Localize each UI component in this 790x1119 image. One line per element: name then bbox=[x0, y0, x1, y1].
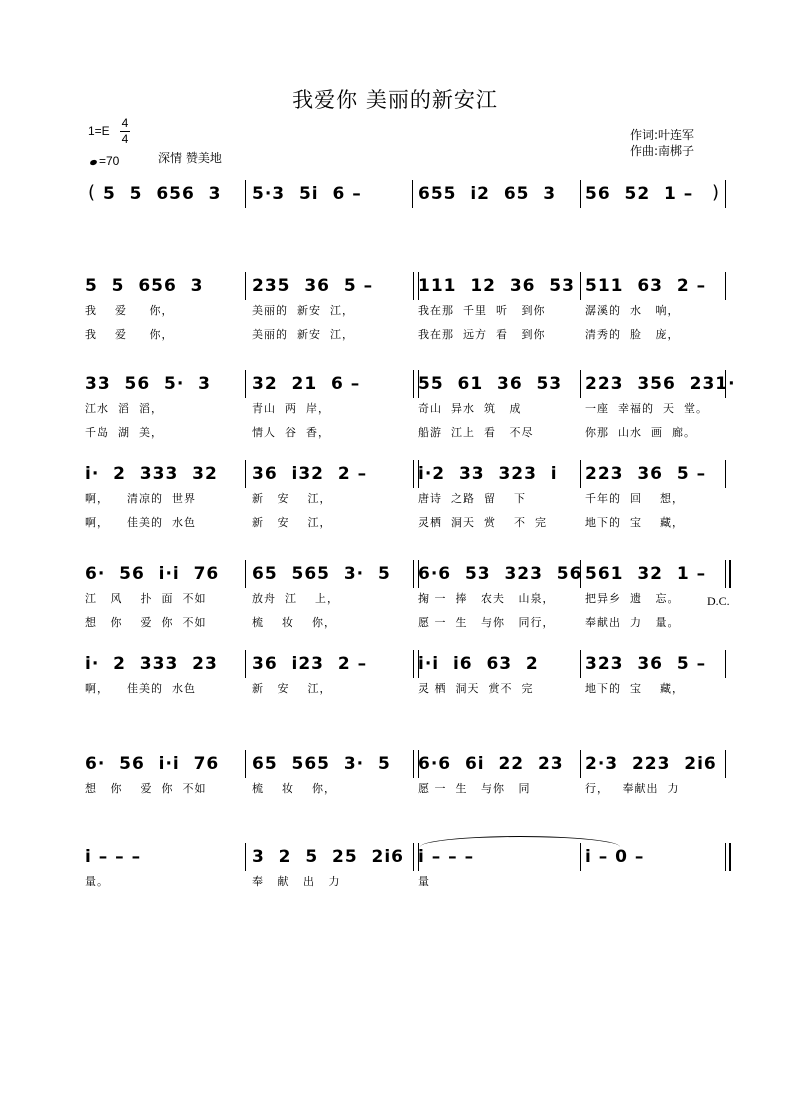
measure: 511 63 2 – bbox=[585, 276, 707, 296]
notation-line bbox=[0, 560, 790, 586]
final-barline bbox=[725, 560, 731, 588]
song-title: 我爱你 美丽的新安江 bbox=[292, 88, 498, 112]
lyric-segment: 我在那 远方 看 到你 bbox=[418, 328, 546, 341]
lyric-segment: 情人 谷 香， bbox=[252, 426, 330, 439]
score-row bbox=[0, 650, 790, 710]
measure: 36 i32 2 – bbox=[252, 464, 368, 484]
measure: 6·6 6i 22 23 bbox=[418, 754, 564, 774]
time-numerator: 4 bbox=[121, 116, 129, 130]
time-denominator: 4 bbox=[121, 132, 129, 146]
lyricist-credit: 作词:叶连军 bbox=[630, 128, 695, 142]
measure: i – – – bbox=[418, 847, 475, 867]
open-paren: ( bbox=[88, 182, 96, 203]
barline bbox=[413, 460, 419, 488]
lyric-segment: 新 安 江， bbox=[252, 682, 332, 695]
score-row bbox=[0, 180, 790, 240]
barline bbox=[413, 560, 419, 588]
notation-line bbox=[0, 180, 790, 206]
quarter-note-icon bbox=[89, 159, 97, 166]
measure: i·2 33 323 i bbox=[418, 464, 558, 484]
lyric-segment: 地下的 宝 藏， bbox=[585, 516, 684, 529]
measure: 2·3 223 2i6 bbox=[585, 754, 717, 774]
measure: 5 5 656 3 bbox=[85, 276, 204, 296]
barline bbox=[580, 843, 581, 871]
tie-arc bbox=[420, 836, 620, 847]
lyric-segment: 清秀的 脸 庞， bbox=[585, 328, 680, 341]
final-barline bbox=[725, 460, 726, 488]
barline bbox=[412, 180, 413, 208]
measure: i – 0 – bbox=[585, 847, 645, 867]
measure: 6· 56 i·i 76 bbox=[85, 754, 220, 774]
barline bbox=[580, 370, 581, 398]
barline bbox=[580, 180, 581, 208]
expression-marking: 深情 赞美地 bbox=[158, 151, 222, 165]
lyric-segment: 船游 江上 看 不尽 bbox=[418, 426, 534, 439]
lyric-segment: 千岛 湖 美， bbox=[85, 426, 163, 439]
measure: i·i i6 63 2 bbox=[418, 654, 539, 674]
measure: 65 565 3· 5 bbox=[252, 754, 391, 774]
lyric-segment: 行， 奉献出 力 bbox=[585, 782, 680, 795]
lyric-segment: 新 安 江， bbox=[252, 492, 332, 505]
time-signature bbox=[120, 116, 130, 147]
lyric-segment: 我在那 千里 听 到你 bbox=[418, 304, 546, 317]
lyric-segment: 掬 一 捧 农夫 山泉， bbox=[418, 592, 555, 605]
da-capo-marking: D.C. bbox=[707, 594, 730, 608]
score-row bbox=[0, 460, 790, 529]
measure: 223 356 231· bbox=[585, 374, 736, 394]
notation-line bbox=[0, 843, 790, 869]
lyric-segment: 灵栖 洞天 赏 不 完 bbox=[418, 516, 547, 529]
measure: 36 i23 2 – bbox=[252, 654, 368, 674]
measure: 6· 56 i·i 76 bbox=[85, 564, 220, 584]
credits bbox=[630, 127, 694, 159]
barline bbox=[580, 460, 581, 488]
lyric-segment: 啊， 清凉的 世界 bbox=[85, 492, 196, 505]
final-barline bbox=[725, 370, 726, 398]
barline bbox=[245, 650, 246, 678]
measure: i – – – bbox=[85, 847, 142, 867]
measure: 561 32 1 – bbox=[585, 564, 707, 584]
measure: 655 i2 65 3 bbox=[418, 184, 557, 204]
notation-line bbox=[0, 370, 790, 396]
score-row bbox=[0, 272, 790, 341]
tempo-marking bbox=[90, 154, 119, 168]
measure: 323 36 5 – bbox=[585, 654, 707, 674]
lyric-segment: 梳 妆 你， bbox=[252, 782, 336, 795]
score-row bbox=[0, 843, 790, 903]
lyric-segment: 唐诗 之路 留 下 bbox=[418, 492, 526, 505]
lyric-segment: 青山 两 岸， bbox=[252, 402, 330, 415]
final-barline bbox=[725, 650, 726, 678]
barline bbox=[245, 750, 246, 778]
barline bbox=[413, 650, 419, 678]
lyric-segment: 一座 幸福的 天 堂。 bbox=[585, 402, 708, 415]
lyric-segment: 奇山 异水 筑 成 bbox=[418, 402, 522, 415]
barline bbox=[580, 650, 581, 678]
measure: 65 565 3· 5 bbox=[252, 564, 391, 584]
lyric-segment: 千年的 回 想， bbox=[585, 492, 684, 505]
composer-credit: 作曲:南梆子 bbox=[630, 144, 695, 158]
notation-line bbox=[0, 750, 790, 776]
close-paren: ) bbox=[712, 182, 720, 203]
measure: 5 5 656 3 bbox=[103, 184, 222, 204]
score-row bbox=[0, 560, 790, 629]
barline bbox=[245, 272, 246, 300]
barline bbox=[245, 370, 246, 398]
final-barline bbox=[725, 272, 726, 300]
lyric-segment: 放舟 江 上， bbox=[252, 592, 339, 605]
lyric-segment: 愿 一 生 与你 同行， bbox=[418, 616, 555, 629]
final-barline bbox=[725, 750, 726, 778]
notation-line bbox=[0, 460, 790, 486]
score-row bbox=[0, 370, 790, 439]
notation-line bbox=[0, 650, 790, 676]
lyric-segment: 江 风 扑 面 不如 bbox=[85, 592, 207, 605]
lyric-segment: 奉献出 力 量。 bbox=[585, 616, 680, 629]
lyric-segment: 美丽的 新安 江， bbox=[252, 304, 354, 317]
measure: i· 2 333 23 bbox=[85, 654, 218, 674]
lyric-segment: 我 爱 你， bbox=[85, 304, 174, 317]
measure: 33 56 5· 3 bbox=[85, 374, 211, 394]
measure: 32 21 6 – bbox=[252, 374, 361, 394]
measure: 3 2 5 25 2i6 bbox=[252, 847, 404, 867]
lyric-segment: 奉 献 出 力 bbox=[252, 875, 341, 888]
lyric-segment: 梳 妆 你， bbox=[252, 616, 336, 629]
lyric-segment: 把异乡 遗 忘。 bbox=[585, 592, 680, 605]
measure: 111 12 36 53 bbox=[418, 276, 575, 296]
barline bbox=[413, 272, 419, 300]
lyric-segment: 啊， 佳美的 水色 bbox=[85, 682, 196, 695]
barline bbox=[580, 750, 581, 778]
barline bbox=[580, 272, 581, 300]
barline bbox=[245, 843, 246, 871]
lyric-segment: 美丽的 新安 江， bbox=[252, 328, 354, 341]
notation-line bbox=[0, 272, 790, 298]
final-barline bbox=[725, 180, 726, 208]
final-barline bbox=[725, 843, 731, 871]
lyric-segment: 想 你 爱 你 不如 bbox=[85, 616, 207, 629]
lyric-segment: 潺溪的 水 响， bbox=[585, 304, 680, 317]
lyric-segment: 新 安 江， bbox=[252, 516, 332, 529]
barline bbox=[245, 180, 246, 208]
key-signature: 1=E bbox=[88, 124, 110, 138]
measure: 5·3 5i 6 – bbox=[252, 184, 362, 204]
barline bbox=[245, 460, 246, 488]
lyric-segment: 你那 山水 画 廊。 bbox=[585, 426, 696, 439]
measure: 235 36 5 – bbox=[252, 276, 374, 296]
score-row bbox=[0, 750, 790, 810]
lyric-segment: 我 爱 你， bbox=[85, 328, 174, 341]
lyric-segment: 量。 bbox=[85, 875, 109, 888]
measure: 6·6 53 323 56 bbox=[418, 564, 583, 584]
barline bbox=[580, 560, 581, 588]
barline bbox=[245, 560, 246, 588]
tempo-value: =70 bbox=[99, 154, 120, 168]
lyric-segment: 地下的 宝 藏， bbox=[585, 682, 684, 695]
measure: 56 52 1 – bbox=[585, 184, 694, 204]
lyric-segment: 量 bbox=[418, 875, 430, 888]
barline bbox=[413, 750, 419, 778]
lyric-segment: 江水 滔 滔， bbox=[85, 402, 163, 415]
measure: 55 61 36 53 bbox=[418, 374, 563, 394]
lyric-segment: 灵 栖 洞天 赏不 完 bbox=[418, 682, 534, 695]
measure: 223 36 5 – bbox=[585, 464, 707, 484]
barline bbox=[413, 370, 419, 398]
barline bbox=[413, 843, 419, 871]
lyric-segment: 啊， 佳美的 水色 bbox=[85, 516, 196, 529]
measure: i· 2 333 32 bbox=[85, 464, 218, 484]
lyric-segment: 想 你 爱 你 不如 bbox=[85, 782, 207, 795]
lyric-segment: 愿 一 生 与你 同 bbox=[418, 782, 531, 795]
